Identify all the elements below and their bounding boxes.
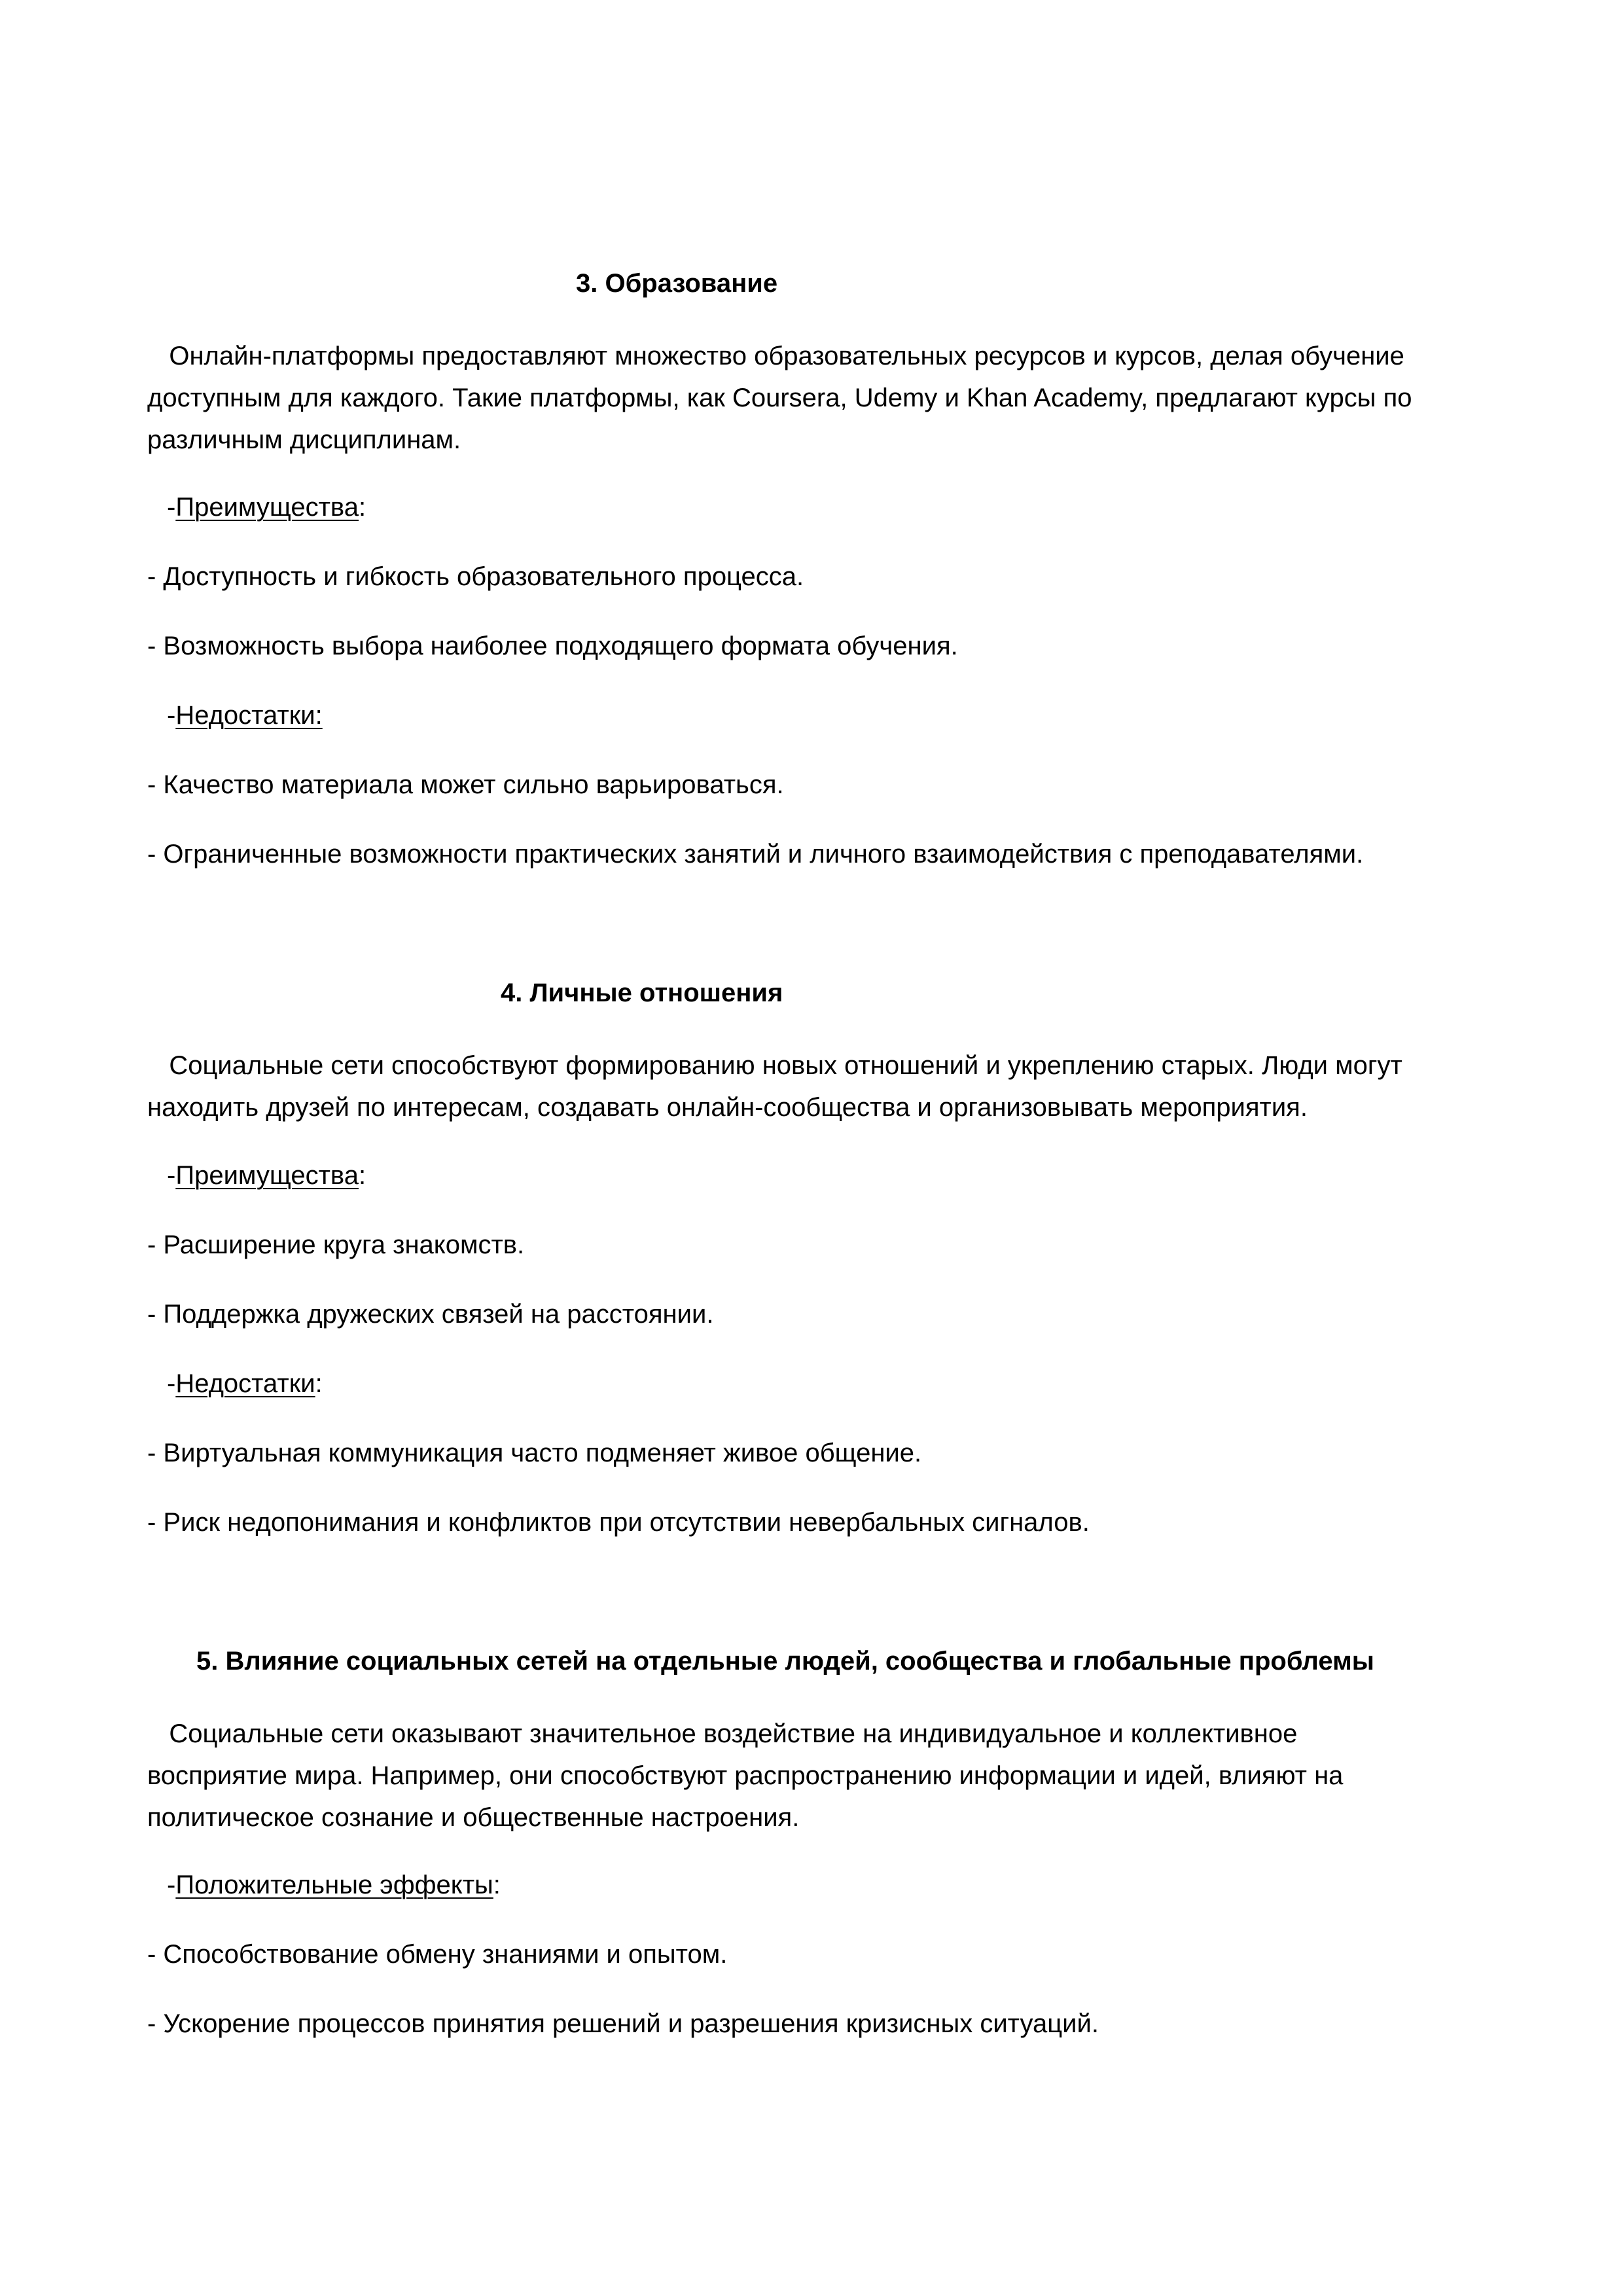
intro-line: Онлайн-платформы предоставляют множество образовательных ресурсов и курсов, делая обучение — [147, 342, 1404, 370]
cons-label: Недостатки — [175, 1369, 315, 1398]
section-intro — [147, 1045, 1495, 1128]
pros-label-line — [147, 1160, 1515, 1191]
cons-label-line — [147, 1369, 1515, 1399]
cons-prefix: - — [167, 1369, 176, 1398]
pros-prefix: - — [167, 1161, 176, 1190]
cons-suffix: : — [315, 1369, 323, 1398]
intro-line: различным дисциплинам. — [147, 425, 461, 454]
list-item: - Способствование обмену знаниями и опытом. — [147, 1940, 728, 1969]
pros-prefix: - — [167, 1871, 176, 1899]
pros-label-line — [147, 1870, 1515, 1900]
intro-line: политическое сознание и общественные настроения. — [147, 1803, 800, 1832]
list-item: - Виртуальная коммуникация часто подменяет живое общение. — [147, 1439, 922, 1467]
section-intro — [147, 1713, 1495, 1839]
pros-suffix: : — [493, 1871, 501, 1899]
intro-line: Социальные сети оказывают значительное воздействие на индивидуальное и коллективное — [147, 1719, 1298, 1748]
pros-suffix: : — [358, 493, 366, 522]
section-intro — [147, 335, 1495, 461]
pros-label: Преимущества — [175, 493, 359, 522]
cons-label: Недостатки: — [175, 701, 323, 730]
list-item: - Ограниченные возможности практических занятий и личного взаимодействия с преподавателями. — [147, 840, 1364, 869]
intro-line: находить друзей по интересам, создавать онлайн-сообщества и организовывать мероприятия. — [147, 1093, 1308, 1122]
intro-line: доступным для каждого. Такие платформы, как Coursera, Udemy и Khan Academy, предлагают курсы по — [147, 384, 1412, 412]
pros-label: Положительные эффекты — [175, 1871, 493, 1899]
list-item: - Ускорение процессов принятия решений и разрешения кризисных ситуаций. — [147, 2009, 1099, 2038]
section-heading: 5. Влияние социальных сетей на отдельные людей, сообщества и глобальные проблемы — [196, 1647, 1374, 1676]
list-item: - Возможность выбора наиболее подходящего формата обучения. — [147, 632, 958, 660]
list-item: - Поддержка дружеских связей на расстоянии. — [147, 1300, 714, 1329]
pros-label: Преимущества — [175, 1161, 359, 1190]
pros-label-line — [147, 492, 1515, 522]
list-item: - Риск недопонимания и конфликтов при отсутствии невербальных сигналов. — [147, 1508, 1090, 1537]
intro-line: Социальные сети способствуют формированию новых отношений и укреплению старых. Люди могут — [147, 1051, 1402, 1080]
intro-line: восприятие мира. Например, они способствуют распространению информации и идей, влияют на — [147, 1761, 1344, 1790]
list-item: - Качество материала может сильно варьироваться. — [147, 770, 784, 799]
pros-prefix: - — [167, 493, 176, 522]
pros-suffix: : — [358, 1161, 366, 1190]
section-heading: 3. Образование — [576, 269, 778, 298]
cons-prefix: - — [167, 701, 176, 730]
cons-label-line — [147, 700, 1515, 730]
list-item: - Расширение круга знакомств. — [147, 1230, 525, 1259]
section-heading: 4. Личные отношения — [501, 978, 783, 1007]
list-item: - Доступность и гибкость образовательного процесса. — [147, 562, 804, 591]
